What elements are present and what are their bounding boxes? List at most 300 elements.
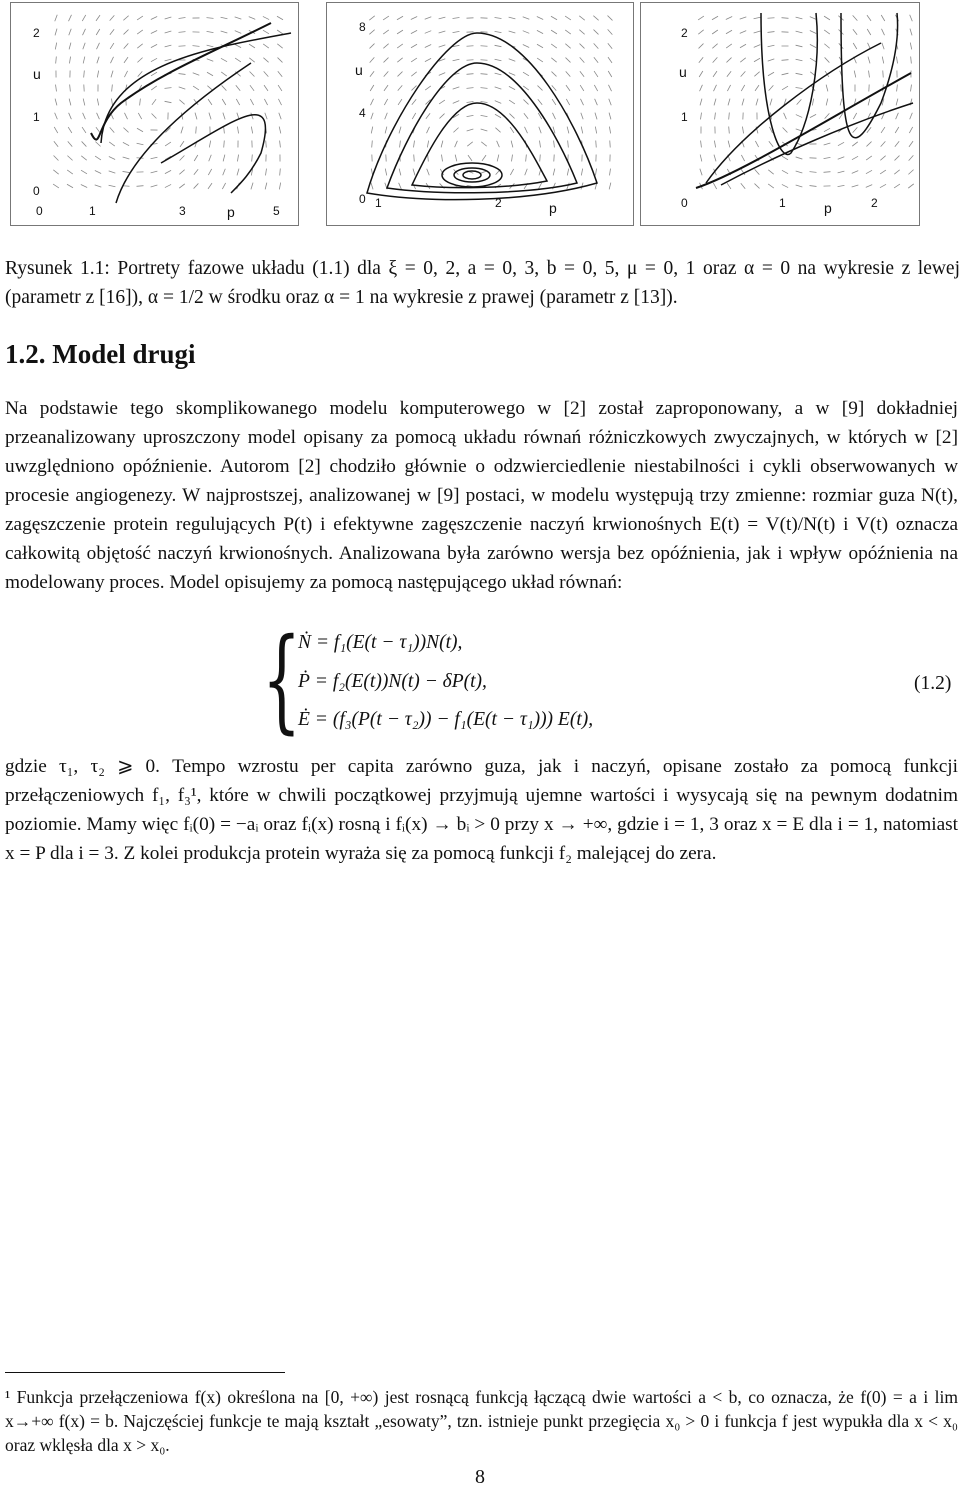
direction-arrow [866,185,872,188]
direction-arrow [782,170,788,173]
direction-arrow [700,85,703,91]
footnote: ¹ Funkcja przełączeniowa f(x) określona na [0, +∞) jest rosnącą funkcją łączącą dwie wartości a < b, co oznacza, że f(0) = a i lim x→+∞ f(x) = b. Najczęściej funkcje te mają kształt „esowaty”, tzn. istnieje punkt przegięcia x₀ > 0 i funkcja f jest wypukła dla x < x₀ oraz wklęsła dla x > x₀. [5,1387,958,1455]
direction-arrow [581,127,583,134]
direction-arrow [580,99,583,105]
direction-arrow [838,185,845,186]
direction-arrow [910,15,913,21]
direction-arrow [551,44,557,48]
direction-arrow [124,57,128,63]
direction-arrow [524,113,528,119]
direction-arrow [566,71,571,76]
direction-arrow [123,16,128,21]
direction-arrow [868,57,870,64]
direction-arrow [278,58,283,63]
direction-arrow [782,60,789,61]
direction-arrow [179,184,185,188]
direction-arrow [249,58,254,62]
direction-arrow [56,57,57,64]
direction-arrow [769,85,774,90]
equation-line: Ṅ = f₁(E(t − τ₁))N(t), [298,632,463,653]
direction-arrow [397,58,402,62]
direction-arrow [509,86,515,89]
direction-arrow [223,169,226,175]
direction-arrow [165,142,171,146]
direction-arrow [397,72,402,77]
direction-arrow [207,72,213,76]
direction-arrow [497,141,500,147]
direction-arrow [266,141,267,148]
direction-arrow [369,16,375,20]
y-tick: 0 [33,184,40,198]
direction-arrow [867,15,871,21]
direction-arrow [701,113,702,120]
direction-arrow [439,45,446,47]
direction-arrow [123,142,129,145]
direction-arrow [909,127,912,133]
x-axis-label: p [227,204,235,220]
direction-arrow [414,155,415,162]
direction-arrow [840,99,842,106]
direction-arrow [594,30,599,35]
direction-arrow [428,155,429,162]
direction-arrow [580,85,584,91]
direction-arrow [111,99,112,106]
direction-arrow [609,99,612,106]
direction-arrow [384,99,387,105]
direction-arrow [222,99,226,105]
direction-arrow [700,169,702,176]
direction-arrow [278,71,282,76]
direction-arrow [223,155,225,162]
direction-arrow [740,58,746,62]
direction-arrow [439,17,446,19]
x-tick: 3 [179,204,186,218]
direction-arrow [866,142,871,147]
direction-arrow [399,169,401,176]
direction-arrow [824,172,831,173]
direction-arrow [609,113,611,120]
direction-arrow [69,29,71,36]
direction-arrow [595,99,598,105]
direction-arrow [481,142,487,146]
direction-arrow [796,31,803,33]
direction-arrow [385,127,387,134]
direction-arrow [495,45,502,46]
direction-arrow [263,30,269,34]
direction-arrow [277,44,282,48]
direction-arrow [221,58,227,61]
direction-arrow [109,142,115,146]
direction-arrow [782,18,789,19]
direction-arrow [467,115,474,116]
direction-arrow [69,113,72,119]
direction-arrow [495,128,500,133]
direction-arrow [411,44,417,48]
direction-arrow [235,31,241,34]
direction-arrow [838,157,845,159]
direction-arrow [250,85,254,91]
direction-arrow [453,17,460,18]
direction-arrow [124,71,127,77]
direction-arrow [727,85,730,91]
direction-arrow [537,58,543,62]
direction-arrow [56,85,57,92]
direction-arrow [236,85,240,90]
y-axis-label: u [679,64,687,80]
direction-arrow [264,85,268,91]
direction-arrow [207,59,214,62]
direction-arrow [754,58,760,62]
direction-arrow [782,184,788,187]
direction-arrow [796,59,803,61]
direction-arrow [370,99,373,105]
direction-arrow [608,16,613,21]
direction-arrow [207,31,214,32]
direction-arrow [768,72,774,76]
direction-arrow [853,43,857,49]
direction-arrow [853,127,858,132]
equation-line: Ė = (f₃(P(t − τ₂)) − f₁(E(t − τ₁))) E(t), [298,709,594,730]
direction-arrow [179,100,184,105]
direction-arrow [741,155,744,161]
direction-arrow [467,88,474,89]
direction-arrow [208,183,212,189]
direction-arrow [179,170,184,175]
y-tick: 4 [359,106,366,120]
direction-arrow [207,86,212,91]
direction-arrow [882,29,885,35]
direction-arrow [824,143,831,145]
direction-arrow [439,73,445,76]
direction-arrow [137,186,144,187]
direction-arrow [96,15,100,21]
direction-arrow [264,99,267,105]
direction-arrow [399,127,401,134]
direction-arrow [537,17,543,20]
direction-arrow [411,58,417,62]
direction-arrow [195,113,197,120]
direction-arrow [909,155,914,160]
y-tick: 8 [359,20,366,34]
direction-arrow [383,30,389,34]
direction-arrow [467,129,474,131]
direction-arrow [895,156,900,161]
direction-arrow [552,85,557,90]
direction-arrow [137,44,142,48]
direction-arrow [525,127,528,133]
direction-arrow [425,31,431,34]
direction-arrow [111,71,113,78]
direction-arrow [383,16,389,20]
direction-arrow [713,71,717,77]
direction-arrow [68,141,73,146]
direction-arrow [729,113,730,120]
direction-arrow [194,155,198,161]
direction-arrow [740,31,746,34]
direction-arrow [552,99,556,105]
x-tick: 0 [681,196,688,210]
direction-arrow [237,155,238,162]
direction-arrow [399,183,402,189]
direction-arrow [595,127,596,134]
direction-arrow [97,99,98,106]
x-tick: 5 [273,204,280,218]
direction-arrow [110,127,115,132]
direction-arrow [82,141,87,146]
x-tick: 1 [89,204,96,218]
direction-arrow [263,16,269,19]
direction-arrow [713,57,718,62]
direction-arrow [69,43,71,50]
direction-arrow [755,169,760,174]
direction-arrow [193,86,199,90]
direction-arrow [68,127,72,133]
direction-arrow [911,57,912,64]
direction-arrow [235,58,241,62]
direction-arrow [594,71,598,77]
direction-arrow [580,71,584,77]
direction-arrow [810,17,816,20]
direction-arrow [910,43,911,50]
direction-arrow [95,170,101,173]
direction-arrow [263,58,268,63]
phase-portrait-middle [326,2,634,226]
direction-arrow [55,29,57,36]
direction-arrow [825,57,830,62]
direction-arrow [455,155,457,162]
direction-arrow [726,58,731,63]
direction-arrow [783,127,788,132]
x-tick: 0 [36,204,43,218]
direction-arrow [193,46,200,47]
direction-arrow [512,155,513,162]
direction-arrow [54,141,58,147]
direction-arrow [727,71,731,77]
direction-arrow [566,85,570,91]
direction-arrow [523,72,529,76]
direction-arrow [841,85,842,92]
direction-arrow [495,114,501,117]
direction-arrow [151,171,158,173]
direction-arrow [742,99,744,106]
direction-arrow [54,156,59,161]
direction-arrow [123,157,130,159]
direction-arrow [698,16,704,20]
direction-arrow [742,127,743,134]
direction-arrow [593,16,598,21]
direction-arrow [83,43,85,50]
direction-arrow [370,57,375,62]
direction-arrow [896,113,899,119]
direction-arrow [698,30,703,34]
direction-arrow [896,99,898,106]
direction-arrow [151,30,157,33]
direction-arrow [523,86,529,90]
direction-arrow [277,16,283,20]
direction-arrow [222,85,227,90]
direction-arrow [540,141,541,148]
direction-arrow [455,141,458,147]
direction-arrow [384,58,389,63]
direction-arrow [70,85,71,92]
y-tick: 2 [33,26,40,40]
direction-arrow [699,44,704,49]
direction-arrow [54,127,58,133]
direction-arrow [712,30,718,34]
direction-arrow [908,170,913,175]
direction-arrow [55,43,56,50]
direction-arrow [151,86,157,90]
direction-arrow [67,156,72,161]
direction-arrow [714,99,716,106]
direction-arrow [796,171,803,173]
direction-arrow [263,44,269,48]
direction-arrow [538,183,541,189]
direction-arrow [854,71,856,78]
phase-portrait-figures [10,2,950,227]
direction-arrow [221,17,228,18]
direction-arrow [209,113,211,120]
direction-arrow [881,127,885,133]
direction-arrow [523,31,529,34]
direction-arrow [551,30,557,34]
direction-arrow [768,32,775,33]
direction-arrow [235,17,242,19]
direction-arrow [81,185,87,188]
equation-line: Ṗ = f₂(E(t))N(t) − δP(t), [298,671,487,692]
direction-arrow [250,99,253,105]
direction-arrow [165,101,172,102]
figure-caption: Rysunek 1.1: Portrety fazowe układu (1.1) dla ξ = 0, 2, a = 0, 3, b = 0, 5, μ = 0, 1 oraz α = 0 na wykresie z lewej (parametr z [16]), α = 1/2 w środku oraz α = 1 na wykresie z prawej (parametr z [13]). [5,258,960,308]
direction-arrow [208,169,211,175]
direction-arrow [137,16,143,20]
direction-arrow [796,45,803,47]
direction-arrow [112,85,113,92]
direction-arrow [838,171,845,173]
direction-arrow [137,128,143,131]
direction-arrow [83,57,85,64]
direction-arrow [495,73,502,75]
direction-arrow [579,44,584,49]
direction-arrow [151,16,157,19]
direction-arrow [425,86,431,90]
direction-arrow [181,127,183,134]
direction-arrow [67,184,73,188]
direction-arrow [53,170,58,174]
paragraph: gdzie τ₁, τ₂ ⩾ 0. Tempo wzrostu per capita zarówno guza, jak i naczyń, opisane zostało za pomocą funkcji przełączeniowych f₁, f₃¹, które w chwili początkowej przyjmują ujemne wartości i wysycają się na pewnym dodatnim poziomie. Mamy więc fᵢ(0) = −aᵢ oraz fᵢ(x) rosną i fᵢ(x) → bᵢ > 0 przy x → +∞, gdzie i = 1, 3 oraz x = E dla i = 1, natomiast x = P dla i = 3. Z kolei produkcja protein wyraża się za pomocą funkcji f₂ malejącej do zera. [5,756,958,864]
direction-arrow [826,85,828,92]
direction-arrow [523,100,528,105]
direction-arrow [523,17,530,19]
direction-arrow [796,157,803,159]
direction-arrow [384,85,388,91]
direction-arrow [411,17,417,20]
direction-arrow [413,169,415,176]
direction-arrow [726,44,732,48]
direction-arrow [553,169,555,176]
direction-arrow [194,183,199,188]
direction-arrow [608,57,612,63]
direction-arrow [509,31,516,33]
direction-arrow [481,115,488,116]
direction-arrow [894,170,899,174]
direction-arrow [713,85,716,91]
direction-arrow [411,30,417,33]
direction-arrow [784,113,787,119]
direction-arrow [910,29,912,36]
direction-arrow [140,99,141,106]
direction-arrow [509,114,514,119]
direction-arrow [495,17,502,18]
direction-arrow [278,85,282,91]
direction-arrow [124,43,129,48]
direction-arrow [566,99,569,105]
direction-arrow [224,127,225,134]
footnote-rule [5,1372,285,1373]
direction-arrow [55,113,58,119]
direction-arrow [179,87,186,89]
direction-arrow [453,128,458,133]
direction-arrow [895,127,899,133]
direction-arrow [594,43,599,48]
direction-arrow [481,74,488,75]
direction-arrow [265,183,267,190]
direction-arrow [279,113,281,120]
direction-arrow [83,29,86,35]
direction-arrow [265,113,267,120]
direction-arrow [278,99,281,105]
direction-arrow [165,59,172,61]
section-title: 1.2. Model drugi [5,339,196,369]
direction-arrow [384,71,389,76]
direction-arrow [782,73,789,75]
direction-arrow [453,31,460,32]
direction-arrow [236,99,239,105]
phase-portrait-right [640,2,920,226]
direction-arrow [180,141,184,147]
direction-arrow [754,45,760,48]
direction-arrow [252,155,253,162]
direction-arrow [754,31,761,33]
direction-arrow [208,99,212,105]
direction-arrow [124,30,129,35]
direction-arrow [810,114,816,117]
direction-arrow [910,113,913,119]
direction-arrow [565,58,570,63]
direction-arrow [537,30,543,33]
direction-arrow [768,59,775,61]
direction-arrow [825,113,830,118]
direction-arrow [897,85,898,92]
direction-arrow [852,156,858,159]
direction-arrow [726,17,732,20]
direction-arrow [277,30,283,34]
direction-arrow [481,129,488,131]
direction-arrow [895,141,899,146]
direction-arrow [509,17,516,19]
direction-arrow [769,141,773,146]
direction-arrow [138,71,143,76]
direction-arrow [110,57,113,63]
direction-arrow [797,99,802,104]
direction-arrow [796,129,803,131]
direction-arrow [280,141,281,148]
direction-arrow [896,57,897,64]
direction-arrow [397,16,403,19]
direction-arrow [165,17,172,19]
direction-arrow [796,185,803,187]
direction-arrow [95,142,100,147]
